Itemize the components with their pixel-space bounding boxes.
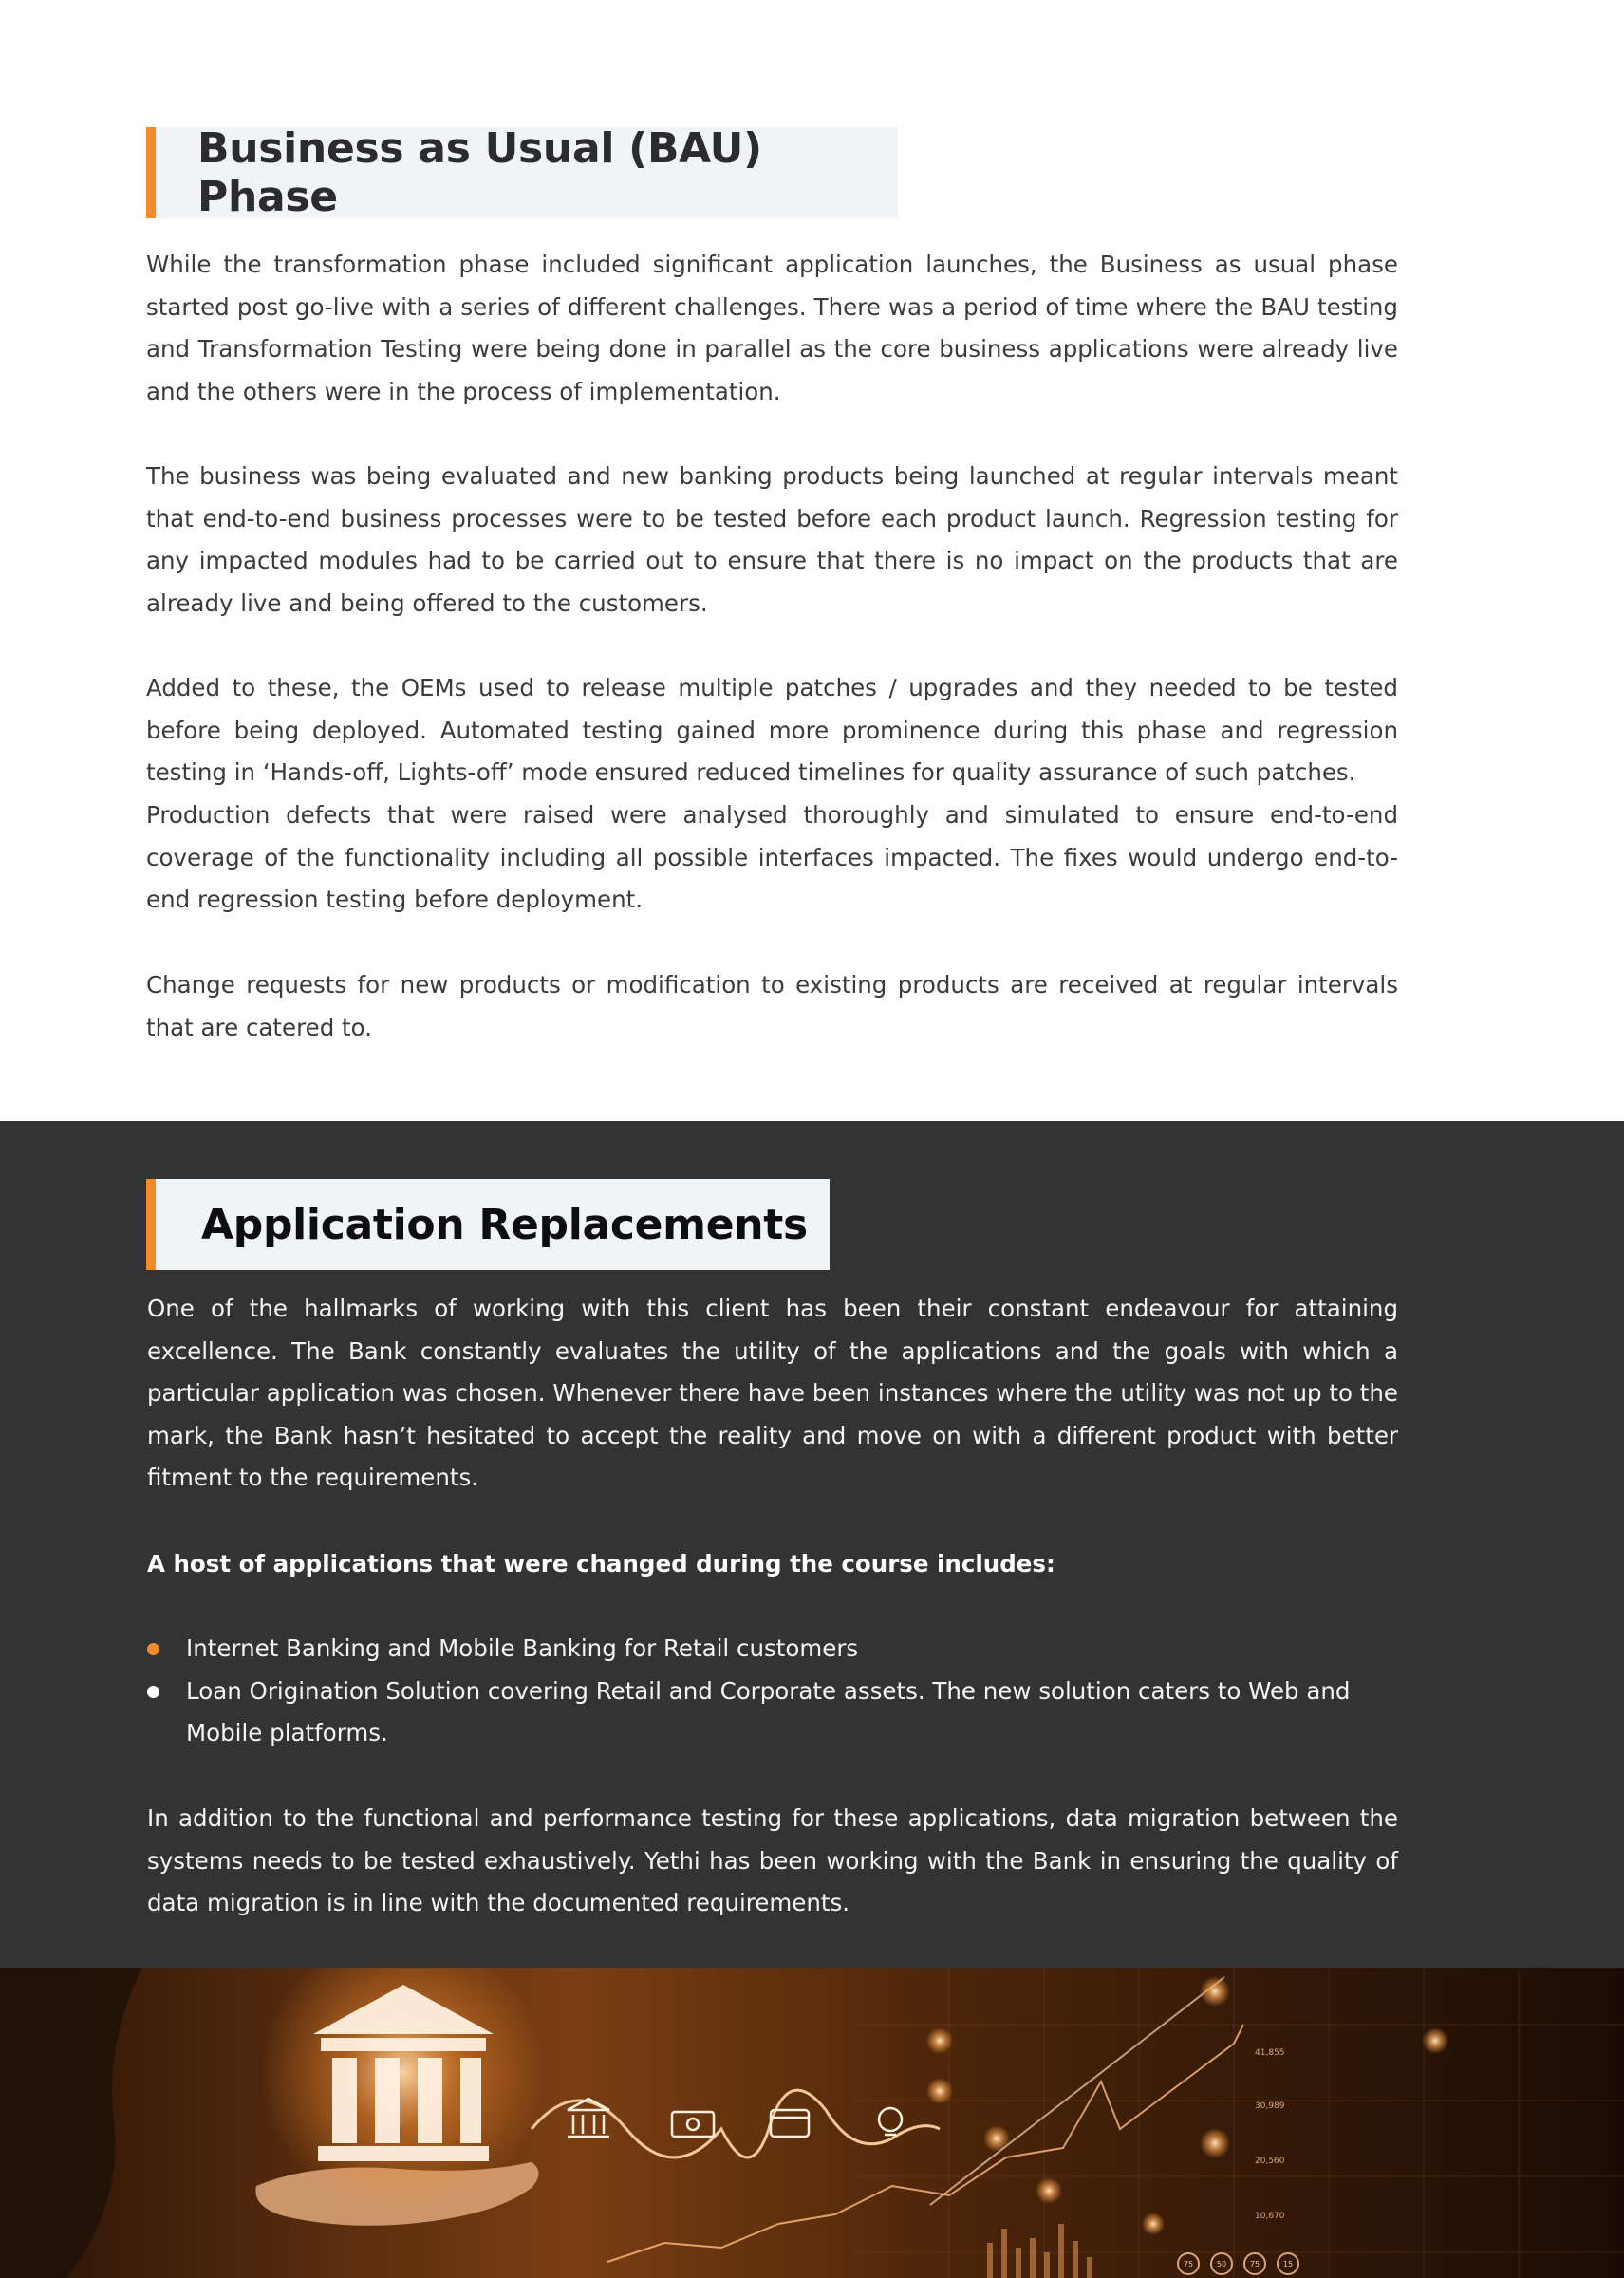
bau-heading-box	[146, 124, 898, 221]
svg-text:10,670: 10,670	[1255, 2212, 1285, 2221]
banner-background	[0, 1968, 1624, 2278]
bau-paragraph-4: Production defects that were raised were analysed thoroughly and simulated to ensure end-to-end coverage of the functionality including all possible interfaces impacted. The fixes would undergo end-to-end regression testing before deployment.	[146, 801, 1398, 914]
svg-text:30,989: 30,989	[1255, 2101, 1285, 2111]
app-list	[147, 1628, 1372, 1755]
banner-illustration	[0, 1968, 1624, 2278]
app-intro-paragraph: One of the hallmarks of working with this client has been their constant endeavour for attaining excellence. The Bank constantly evaluates the utility of the applications and the goals with which a particular application was chosen. Whenever there have been instances where the utility was not up to the mark, the Bank hasn’t hesitated to accept the reality and move on with a different product with better fitment to the requirements.	[147, 1295, 1398, 1492]
list-item	[147, 1671, 1372, 1755]
list-item-text: Internet Banking and Mobile Banking for Retail customers	[186, 1634, 859, 1662]
svg-text:75: 75	[1249, 2260, 1260, 2269]
bau-paragraph-3: Added to these, the OEMs used to release multiple patches / upgrades and they needed to be tested before being deployed. Automated testing gained more prominence during this phase and regression testing in ‘Hands-off, Lights-off’ mode ensured reduced timelines for quality assurance of such patches.	[146, 674, 1398, 787]
list-item-text: Loan Origination Solution covering Retail and Corporate assets. The new solution caters to Web and Mobile platforms.	[186, 1676, 1351, 1747]
heading-accent-bar	[146, 127, 156, 218]
app-heading: Application Replacements	[201, 1200, 808, 1249]
svg-text:50: 50	[1216, 2260, 1227, 2269]
list-item	[147, 1628, 1372, 1671]
bau-paragraph-1: While the transformation phase included significant application launches, the Business as usual phase started post go-live with a series of different challenges. There was a period of time where the BAU testing and Transformation Testing were being done in parallel as the core business applications were already live and the others were in the process of implementation.	[146, 251, 1398, 405]
application-replacements-section	[0, 1121, 1624, 1968]
bau-section	[0, 0, 1624, 1121]
svg-text:15: 15	[1282, 2260, 1294, 2269]
bau-paragraph-5: Change requests for new products or modification to existing products are received at regular intervals that are catered to.	[146, 971, 1398, 1041]
bullet-dot	[147, 1643, 159, 1655]
svg-text:41,855: 41,855	[1255, 2048, 1285, 2058]
app-closing-paragraph: In addition to the functional and performance testing for these applications, data migration between the systems needs to be tested exhaustively. Yethi has been working with the Bank in ensuring the quality of data migration is in line with the documented requirements.	[147, 1804, 1398, 1917]
heading-accent-bar	[146, 1179, 156, 1270]
svg-text:75: 75	[1183, 2260, 1194, 2269]
app-heading-box	[146, 1179, 830, 1270]
app-list-title: A host of applications that were changed during the course includes:	[147, 1550, 1055, 1578]
banking-banner-image	[0, 1968, 1624, 2278]
svg-text:20,560: 20,560	[1255, 2157, 1285, 2166]
bau-heading: Business as Usual (BAU) Phase	[197, 124, 762, 221]
bau-paragraph-2: The business was being evaluated and new banking products being launched at regular intervals meant that end-to-end business processes were to be tested before each product launch. Regression testing for any impacted modules had to be carried out to ensure that there is no impact on the products that are already live and being offered to the customers.	[146, 462, 1398, 617]
bullet-dot	[147, 1686, 159, 1698]
